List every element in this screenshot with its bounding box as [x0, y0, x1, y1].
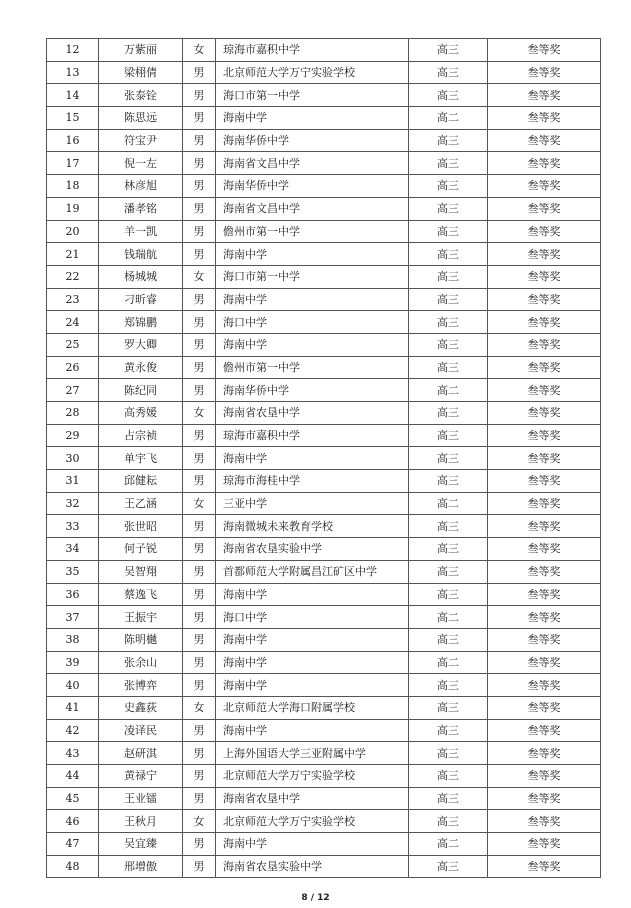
school-name: 海口中学 [216, 606, 409, 629]
table-row [47, 583, 601, 606]
award-level: 叁等奖 [488, 220, 601, 243]
row-number: 39 [47, 651, 99, 674]
row-number: 12 [47, 39, 99, 62]
row-number: 41 [47, 696, 99, 719]
student-name: 王振宇 [99, 606, 183, 629]
award-level: 叁等奖 [488, 265, 601, 288]
student-name: 邢增傲 [99, 855, 183, 878]
student-name: 梁栩倩 [99, 61, 183, 84]
award-level: 叁等奖 [488, 197, 601, 220]
award-level: 叁等奖 [488, 628, 601, 651]
student-gender: 男 [183, 538, 216, 561]
table-row [47, 765, 601, 788]
grade-level: 高三 [409, 84, 488, 107]
student-gender: 男 [183, 311, 216, 334]
student-name: 杨城城 [99, 265, 183, 288]
student-name: 王乙涵 [99, 492, 183, 515]
student-gender: 女 [183, 810, 216, 833]
grade-level: 高三 [409, 560, 488, 583]
row-number: 38 [47, 628, 99, 651]
school-name: 海南微城未来教育学校 [216, 515, 409, 538]
student-name: 黄永俊 [99, 356, 183, 379]
student-name: 万紫丽 [99, 39, 183, 62]
award-level: 叁等奖 [488, 175, 601, 198]
student-name: 陈明樾 [99, 628, 183, 651]
school-name: 海南华侨中学 [216, 129, 409, 152]
row-number: 29 [47, 424, 99, 447]
table-row [47, 402, 601, 425]
student-name: 高秀媛 [99, 402, 183, 425]
award-level: 叁等奖 [488, 787, 601, 810]
student-gender: 男 [183, 356, 216, 379]
row-number: 20 [47, 220, 99, 243]
grade-level: 高三 [409, 243, 488, 266]
school-name: 琼海市海桂中学 [216, 470, 409, 493]
table-row [47, 560, 601, 583]
grade-level: 高二 [409, 606, 488, 629]
school-name: 海口市第一中学 [216, 265, 409, 288]
school-name: 海南中学 [216, 447, 409, 470]
grade-level: 高三 [409, 538, 488, 561]
table-row [47, 356, 601, 379]
row-number: 28 [47, 402, 99, 425]
row-number: 44 [47, 765, 99, 788]
table-row [47, 107, 601, 130]
award-level: 叁等奖 [488, 538, 601, 561]
table-row [47, 719, 601, 742]
student-name: 邱健耘 [99, 470, 183, 493]
row-number: 32 [47, 492, 99, 515]
table-row [47, 197, 601, 220]
row-number: 22 [47, 265, 99, 288]
school-name: 琼海市嘉积中学 [216, 39, 409, 62]
student-name: 张余山 [99, 651, 183, 674]
student-name: 黄禄宁 [99, 765, 183, 788]
student-name: 刁昕睿 [99, 288, 183, 311]
table-row [47, 39, 601, 62]
grade-level: 高三 [409, 175, 488, 198]
student-name: 潘孝铭 [99, 197, 183, 220]
table-row [47, 538, 601, 561]
student-gender: 男 [183, 61, 216, 84]
student-gender: 男 [183, 129, 216, 152]
grade-level: 高二 [409, 833, 488, 856]
row-number: 14 [47, 84, 99, 107]
grade-level: 高二 [409, 107, 488, 130]
row-number: 24 [47, 311, 99, 334]
student-gender: 女 [183, 402, 216, 425]
student-gender: 男 [183, 333, 216, 356]
award-level: 叁等奖 [488, 674, 601, 697]
award-level: 叁等奖 [488, 107, 601, 130]
award-level: 叁等奖 [488, 424, 601, 447]
school-name: 海南中学 [216, 651, 409, 674]
school-name: 儋州市第一中学 [216, 356, 409, 379]
row-number: 27 [47, 379, 99, 402]
grade-level: 高二 [409, 379, 488, 402]
grade-level: 高三 [409, 220, 488, 243]
award-level: 叁等奖 [488, 651, 601, 674]
student-gender: 男 [183, 107, 216, 130]
grade-level: 高三 [409, 39, 488, 62]
school-name: 首都师范大学附属昌江矿区中学 [216, 560, 409, 583]
school-name: 海南省农垦中学 [216, 787, 409, 810]
award-level: 叁等奖 [488, 855, 601, 878]
student-gender: 女 [183, 39, 216, 62]
row-number: 15 [47, 107, 99, 130]
grade-level: 高三 [409, 402, 488, 425]
award-level: 叁等奖 [488, 379, 601, 402]
student-name: 吴宜臻 [99, 833, 183, 856]
award-level: 叁等奖 [488, 765, 601, 788]
table-row [47, 492, 601, 515]
student-name: 吴智翔 [99, 560, 183, 583]
grade-level: 高三 [409, 288, 488, 311]
award-level: 叁等奖 [488, 84, 601, 107]
award-level: 叁等奖 [488, 356, 601, 379]
award-level: 叁等奖 [488, 810, 601, 833]
grade-level: 高三 [409, 61, 488, 84]
grade-level: 高三 [409, 765, 488, 788]
student-name: 郑锦鹏 [99, 311, 183, 334]
school-name: 三亚中学 [216, 492, 409, 515]
student-gender: 男 [183, 220, 216, 243]
school-name: 海南中学 [216, 833, 409, 856]
row-number: 36 [47, 583, 99, 606]
grade-level: 高二 [409, 492, 488, 515]
student-gender: 男 [183, 84, 216, 107]
grade-level: 高三 [409, 265, 488, 288]
school-name: 上海外国语大学三亚附属中学 [216, 742, 409, 765]
student-gender: 男 [183, 742, 216, 765]
award-level: 叁等奖 [488, 447, 601, 470]
student-gender: 女 [183, 696, 216, 719]
student-name: 何子锐 [99, 538, 183, 561]
table-row [47, 606, 601, 629]
award-level: 叁等奖 [488, 243, 601, 266]
student-gender: 男 [183, 152, 216, 175]
student-name: 林彦旭 [99, 175, 183, 198]
grade-level: 高三 [409, 311, 488, 334]
student-gender: 男 [183, 787, 216, 810]
school-name: 海南华侨中学 [216, 379, 409, 402]
school-name: 北京师范大学万宁实验学校 [216, 765, 409, 788]
table-row [47, 84, 601, 107]
table-row [47, 288, 601, 311]
student-gender: 男 [183, 833, 216, 856]
award-level: 叁等奖 [488, 470, 601, 493]
page-number: 8 / 12 [301, 893, 330, 903]
student-gender: 男 [183, 674, 216, 697]
row-number: 48 [47, 855, 99, 878]
table-row [47, 810, 601, 833]
row-number: 33 [47, 515, 99, 538]
grade-level: 高三 [409, 424, 488, 447]
school-name: 海南中学 [216, 628, 409, 651]
award-level: 叁等奖 [488, 402, 601, 425]
school-name: 海南中学 [216, 333, 409, 356]
school-name: 海南华侨中学 [216, 175, 409, 198]
award-level: 叁等奖 [488, 129, 601, 152]
row-number: 17 [47, 152, 99, 175]
student-gender: 女 [183, 492, 216, 515]
student-gender: 男 [183, 447, 216, 470]
grade-level: 高三 [409, 787, 488, 810]
student-gender: 男 [183, 470, 216, 493]
award-level: 叁等奖 [488, 606, 601, 629]
grade-level: 高三 [409, 333, 488, 356]
school-name: 海南省农垦实验中学 [216, 855, 409, 878]
student-name: 张泰铨 [99, 84, 183, 107]
school-name: 海南省文昌中学 [216, 197, 409, 220]
student-gender: 男 [183, 197, 216, 220]
awards-table-body [47, 39, 601, 878]
student-name: 钱瑞航 [99, 243, 183, 266]
student-gender: 男 [183, 628, 216, 651]
row-number: 30 [47, 447, 99, 470]
table-row [47, 651, 601, 674]
school-name: 海南省农垦实验中学 [216, 538, 409, 561]
row-number: 16 [47, 129, 99, 152]
school-name: 海南中学 [216, 674, 409, 697]
table-row [47, 152, 601, 175]
award-level: 叁等奖 [488, 833, 601, 856]
grade-level: 高三 [409, 855, 488, 878]
table-row [47, 243, 601, 266]
table-row [47, 787, 601, 810]
grade-level: 高三 [409, 515, 488, 538]
row-number: 23 [47, 288, 99, 311]
award-level: 叁等奖 [488, 61, 601, 84]
school-name: 北京师范大学万宁实验学校 [216, 61, 409, 84]
table-row [47, 379, 601, 402]
row-number: 34 [47, 538, 99, 561]
school-name: 海南中学 [216, 288, 409, 311]
student-gender: 男 [183, 765, 216, 788]
award-level: 叁等奖 [488, 696, 601, 719]
row-number: 43 [47, 742, 99, 765]
table-row [47, 61, 601, 84]
student-gender: 男 [183, 606, 216, 629]
student-name: 陈思远 [99, 107, 183, 130]
student-gender: 男 [183, 855, 216, 878]
row-number: 45 [47, 787, 99, 810]
student-gender: 男 [183, 288, 216, 311]
student-name: 罗大卿 [99, 333, 183, 356]
row-number: 46 [47, 810, 99, 833]
table-row [47, 265, 601, 288]
school-name: 海南中学 [216, 107, 409, 130]
table-row [47, 696, 601, 719]
grade-level: 高三 [409, 696, 488, 719]
student-name: 张世昭 [99, 515, 183, 538]
student-name: 占宗祯 [99, 424, 183, 447]
student-name: 史鑫荻 [99, 696, 183, 719]
award-level: 叁等奖 [488, 311, 601, 334]
table-row [47, 424, 601, 447]
student-name: 符宝尹 [99, 129, 183, 152]
grade-level: 高三 [409, 583, 488, 606]
school-name: 海南中学 [216, 243, 409, 266]
awards-table [46, 38, 601, 878]
school-name: 海口市第一中学 [216, 84, 409, 107]
student-gender: 男 [183, 379, 216, 402]
student-gender: 男 [183, 175, 216, 198]
school-name: 海南省农垦中学 [216, 402, 409, 425]
grade-level: 高三 [409, 810, 488, 833]
row-number: 18 [47, 175, 99, 198]
grade-level: 高三 [409, 152, 488, 175]
grade-level: 高三 [409, 742, 488, 765]
award-level: 叁等奖 [488, 560, 601, 583]
row-number: 19 [47, 197, 99, 220]
table-row [47, 515, 601, 538]
award-level: 叁等奖 [488, 583, 601, 606]
award-level: 叁等奖 [488, 288, 601, 311]
grade-level: 高二 [409, 651, 488, 674]
student-name: 凌译民 [99, 719, 183, 742]
grade-level: 高三 [409, 197, 488, 220]
row-number: 35 [47, 560, 99, 583]
grade-level: 高三 [409, 356, 488, 379]
table-row [47, 447, 601, 470]
student-gender: 男 [183, 719, 216, 742]
row-number: 31 [47, 470, 99, 493]
table-row [47, 470, 601, 493]
grade-level: 高三 [409, 447, 488, 470]
grade-level: 高三 [409, 628, 488, 651]
grade-level: 高三 [409, 129, 488, 152]
row-number: 47 [47, 833, 99, 856]
school-name: 北京师范大学万宁实验学校 [216, 810, 409, 833]
award-level: 叁等奖 [488, 333, 601, 356]
school-name: 海南省文昌中学 [216, 152, 409, 175]
student-name: 蔡逸飞 [99, 583, 183, 606]
table-row [47, 129, 601, 152]
row-number: 21 [47, 243, 99, 266]
student-name: 王业镭 [99, 787, 183, 810]
award-level: 叁等奖 [488, 152, 601, 175]
grade-level: 高三 [409, 674, 488, 697]
award-level: 叁等奖 [488, 492, 601, 515]
student-name: 王秋月 [99, 810, 183, 833]
award-level: 叁等奖 [488, 39, 601, 62]
award-level: 叁等奖 [488, 515, 601, 538]
school-name: 北京师范大学海口附属学校 [216, 696, 409, 719]
school-name: 琼海市嘉积中学 [216, 424, 409, 447]
table-row [47, 674, 601, 697]
student-name: 陈纪同 [99, 379, 183, 402]
grade-level: 高三 [409, 719, 488, 742]
student-name: 张博弈 [99, 674, 183, 697]
table-row [47, 855, 601, 878]
table-row [47, 742, 601, 765]
row-number: 42 [47, 719, 99, 742]
student-name: 单宇飞 [99, 447, 183, 470]
student-gender: 男 [183, 424, 216, 447]
student-gender: 男 [183, 515, 216, 538]
table-row [47, 311, 601, 334]
school-name: 海南中学 [216, 583, 409, 606]
student-name: 羊一凯 [99, 220, 183, 243]
table-row [47, 175, 601, 198]
student-name: 赵研淇 [99, 742, 183, 765]
table-row [47, 220, 601, 243]
table-row [47, 333, 601, 356]
school-name: 海南中学 [216, 719, 409, 742]
award-level: 叁等奖 [488, 742, 601, 765]
student-gender: 男 [183, 243, 216, 266]
table-row [47, 833, 601, 856]
row-number: 25 [47, 333, 99, 356]
table-row [47, 628, 601, 651]
school-name: 海口中学 [216, 311, 409, 334]
grade-level: 高三 [409, 470, 488, 493]
student-gender: 男 [183, 583, 216, 606]
student-gender: 女 [183, 265, 216, 288]
row-number: 13 [47, 61, 99, 84]
student-gender: 男 [183, 560, 216, 583]
award-level: 叁等奖 [488, 719, 601, 742]
row-number: 37 [47, 606, 99, 629]
row-number: 40 [47, 674, 99, 697]
school-name: 儋州市第一中学 [216, 220, 409, 243]
student-name: 倪一左 [99, 152, 183, 175]
row-number: 26 [47, 356, 99, 379]
student-gender: 男 [183, 651, 216, 674]
